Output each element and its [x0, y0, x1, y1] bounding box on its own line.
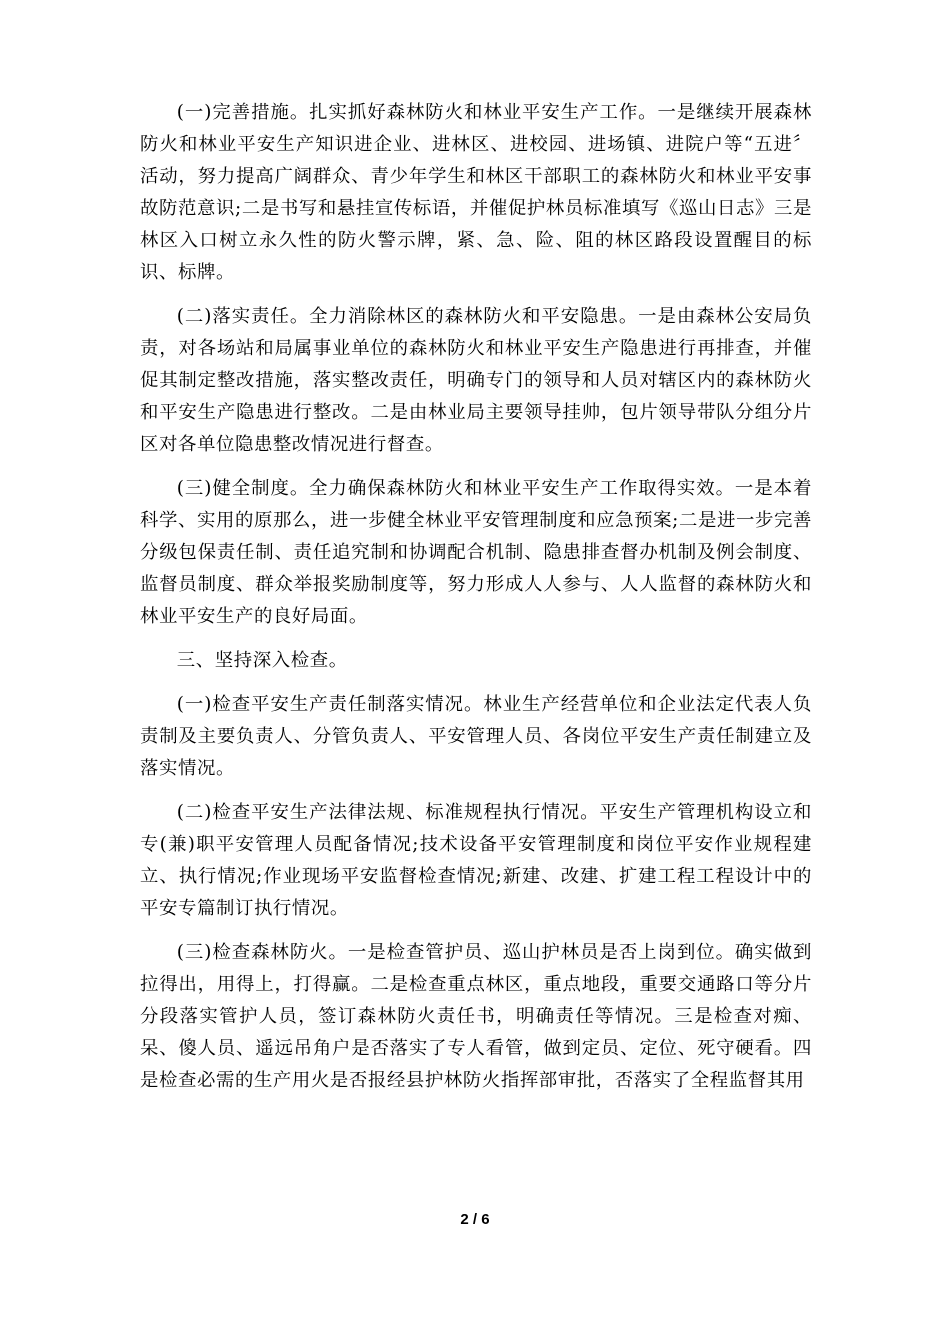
- paragraph-improve-measures: (一)完善措施。扎实抓好森林防火和林业平安生产工作。一是继续开展森林防火和林业平安生产知识进企业、进林区、进校园、进场镇、进院户等“五进〞活动，努力提高广阔群众、青少年学生和林区干部职工的森林防火和林业平安事故防范意识;二是书写和悬挂宣传标语，并催促护林员标准填写《巡山日志》三是林区入口树立永久性的防火警示牌，紧、急、险、阻的林区路段设置醒目的标识、标牌。: [140, 102, 812, 283]
- paragraph-check-responsibility: (一)检查平安生产责任制落实情况。林业生产经营单位和企业法定代表人负责制及主要负责人、分管负责人、平安管理人员、各岗位平安生产责任制建立及落实情况。: [140, 694, 812, 779]
- page-number: 2 / 6: [460, 1211, 490, 1228]
- paragraph-sound-system: (三)健全制度。全力确保森林防火和林业平安生产工作取得实效。一是本着科学、实用的原那么，进一步健全林业平安管理制度和应急预案;二是进一步完善分级包保责任制、责任追究制和协调配合机制、隐患排查督办机制及例会制度、监督员制度、群众举报奖励制度等，努力形成人人参与、人人监督的森林防火和林业平安生产的良好局面。: [140, 478, 812, 627]
- paragraph-check-fire-prevention: (三)检查森林防火。一是检查管护员、巡山护林员是否上岗到位。确实做到拉得出，用得上，打得赢。二是检查重点林区，重点地段，重要交通路口等分片分段落实管护人员，签订森林防火责任书，明确责任等情况。三是检查对痴、呆、傻人员、遥远吊角户是否落实了专人看管，做到定员、定位、死守硬看。四是检查必需的生产用火是否报经县护林防火指挥部审批，否落实了全程监督其用: [140, 942, 812, 1091]
- paragraph-check-regulations: (二)检查平安生产法律法规、标准规程执行情况。平安生产管理机构设立和专(兼)职平安管理人员配备情况;技术设备平安管理制度和岗位平安作业规程建立、执行情况;作业现场平安监督检查情况;新建、改建、扩建工程工程设计中的平安专篇制订执行情况。: [140, 802, 812, 919]
- document-body: [140, 97, 812, 1109]
- section-heading-inspection: 三、坚持深入检查。: [176, 650, 348, 671]
- paragraph-implement-responsibility: (二)落实责任。全力消除林区的森林防火和平安隐患。一是由森林公安局负责，对各场站和局属事业单位的森林防火和林业平安生产隐患进行再排查，并催促其制定整改措施，落实整改责任，明确专门的领导和人员对辖区内的森林防火和平安生产隐患进行整改。二是由林业局主要领导挂帅，包片领导带队分组分片区对各单位隐患整改情况进行督查。: [140, 306, 812, 455]
